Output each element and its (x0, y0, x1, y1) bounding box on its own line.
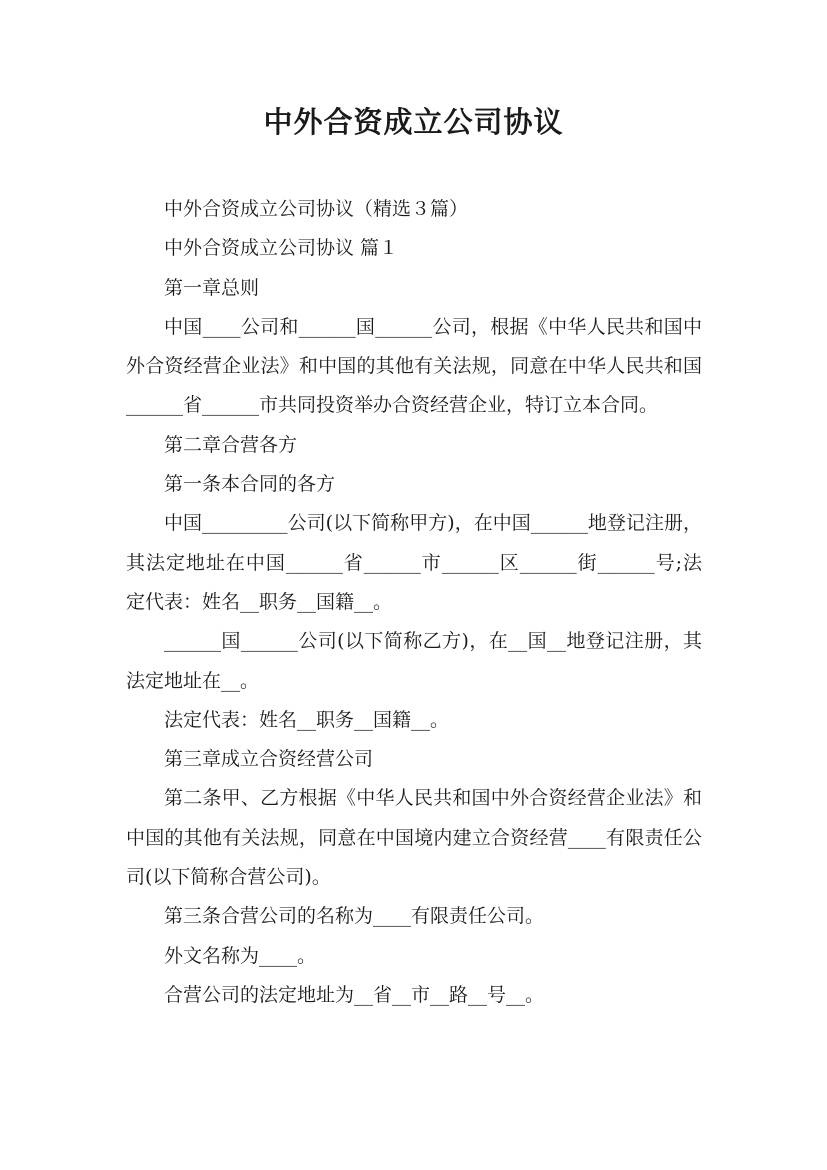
paragraph-chapter-1: 第一章总则 (164, 276, 260, 299)
paragraph-article-3: 第三条合营公司的名称为____有限责任公司。 (164, 905, 545, 928)
paragraph-chapter-2: 第二章合营各方 (164, 433, 298, 456)
paragraph-chapter-3: 第三章成立合资经营公司 (164, 748, 374, 771)
document-body (126, 190, 702, 1015)
paragraph-article-1: 第一条本合同的各方 (164, 473, 336, 496)
paragraph: 中国_________公司(以下简称甲方)，在中国______地登记注册，其法定地址在中国______省______市______区______街______号;法定代表：姓名__职务__国籍__。 (126, 512, 702, 613)
paragraph: ______国______公司(以下简称乙方)，在__国__地登记注册，其法定地址在__。 (126, 630, 702, 692)
document-title: 中外合资成立公司协议 (263, 105, 564, 139)
paragraph: 合营公司的法定地址为__省__市__路__号__。 (164, 983, 545, 1006)
paragraph: 外文名称为____。 (164, 944, 317, 967)
paragraph-subtitle: 中外合资成立公司协议（精选３篇） (164, 198, 469, 220)
paragraph: 中国____公司和______国______公司，根据《中华人民共和国中外合资经营企业法》和中国的其他有关法规，同意在中华人民共和国______省______市共同投资举办合资经营企业，特订立本合同。 (126, 315, 702, 417)
paragraph-article-2: 第二条甲、乙方根据《中华人民共和国中外合资经营企业法》和中国的其他有关法规，同意在中国境内建立合资经营____有限责任公司(以下简称合营公司)。 (126, 787, 702, 889)
paragraph: 法定代表：姓名__职务__国籍__。 (164, 708, 450, 731)
paragraph-section-heading: 中外合资成立公司协议 篇１ (164, 237, 399, 260)
